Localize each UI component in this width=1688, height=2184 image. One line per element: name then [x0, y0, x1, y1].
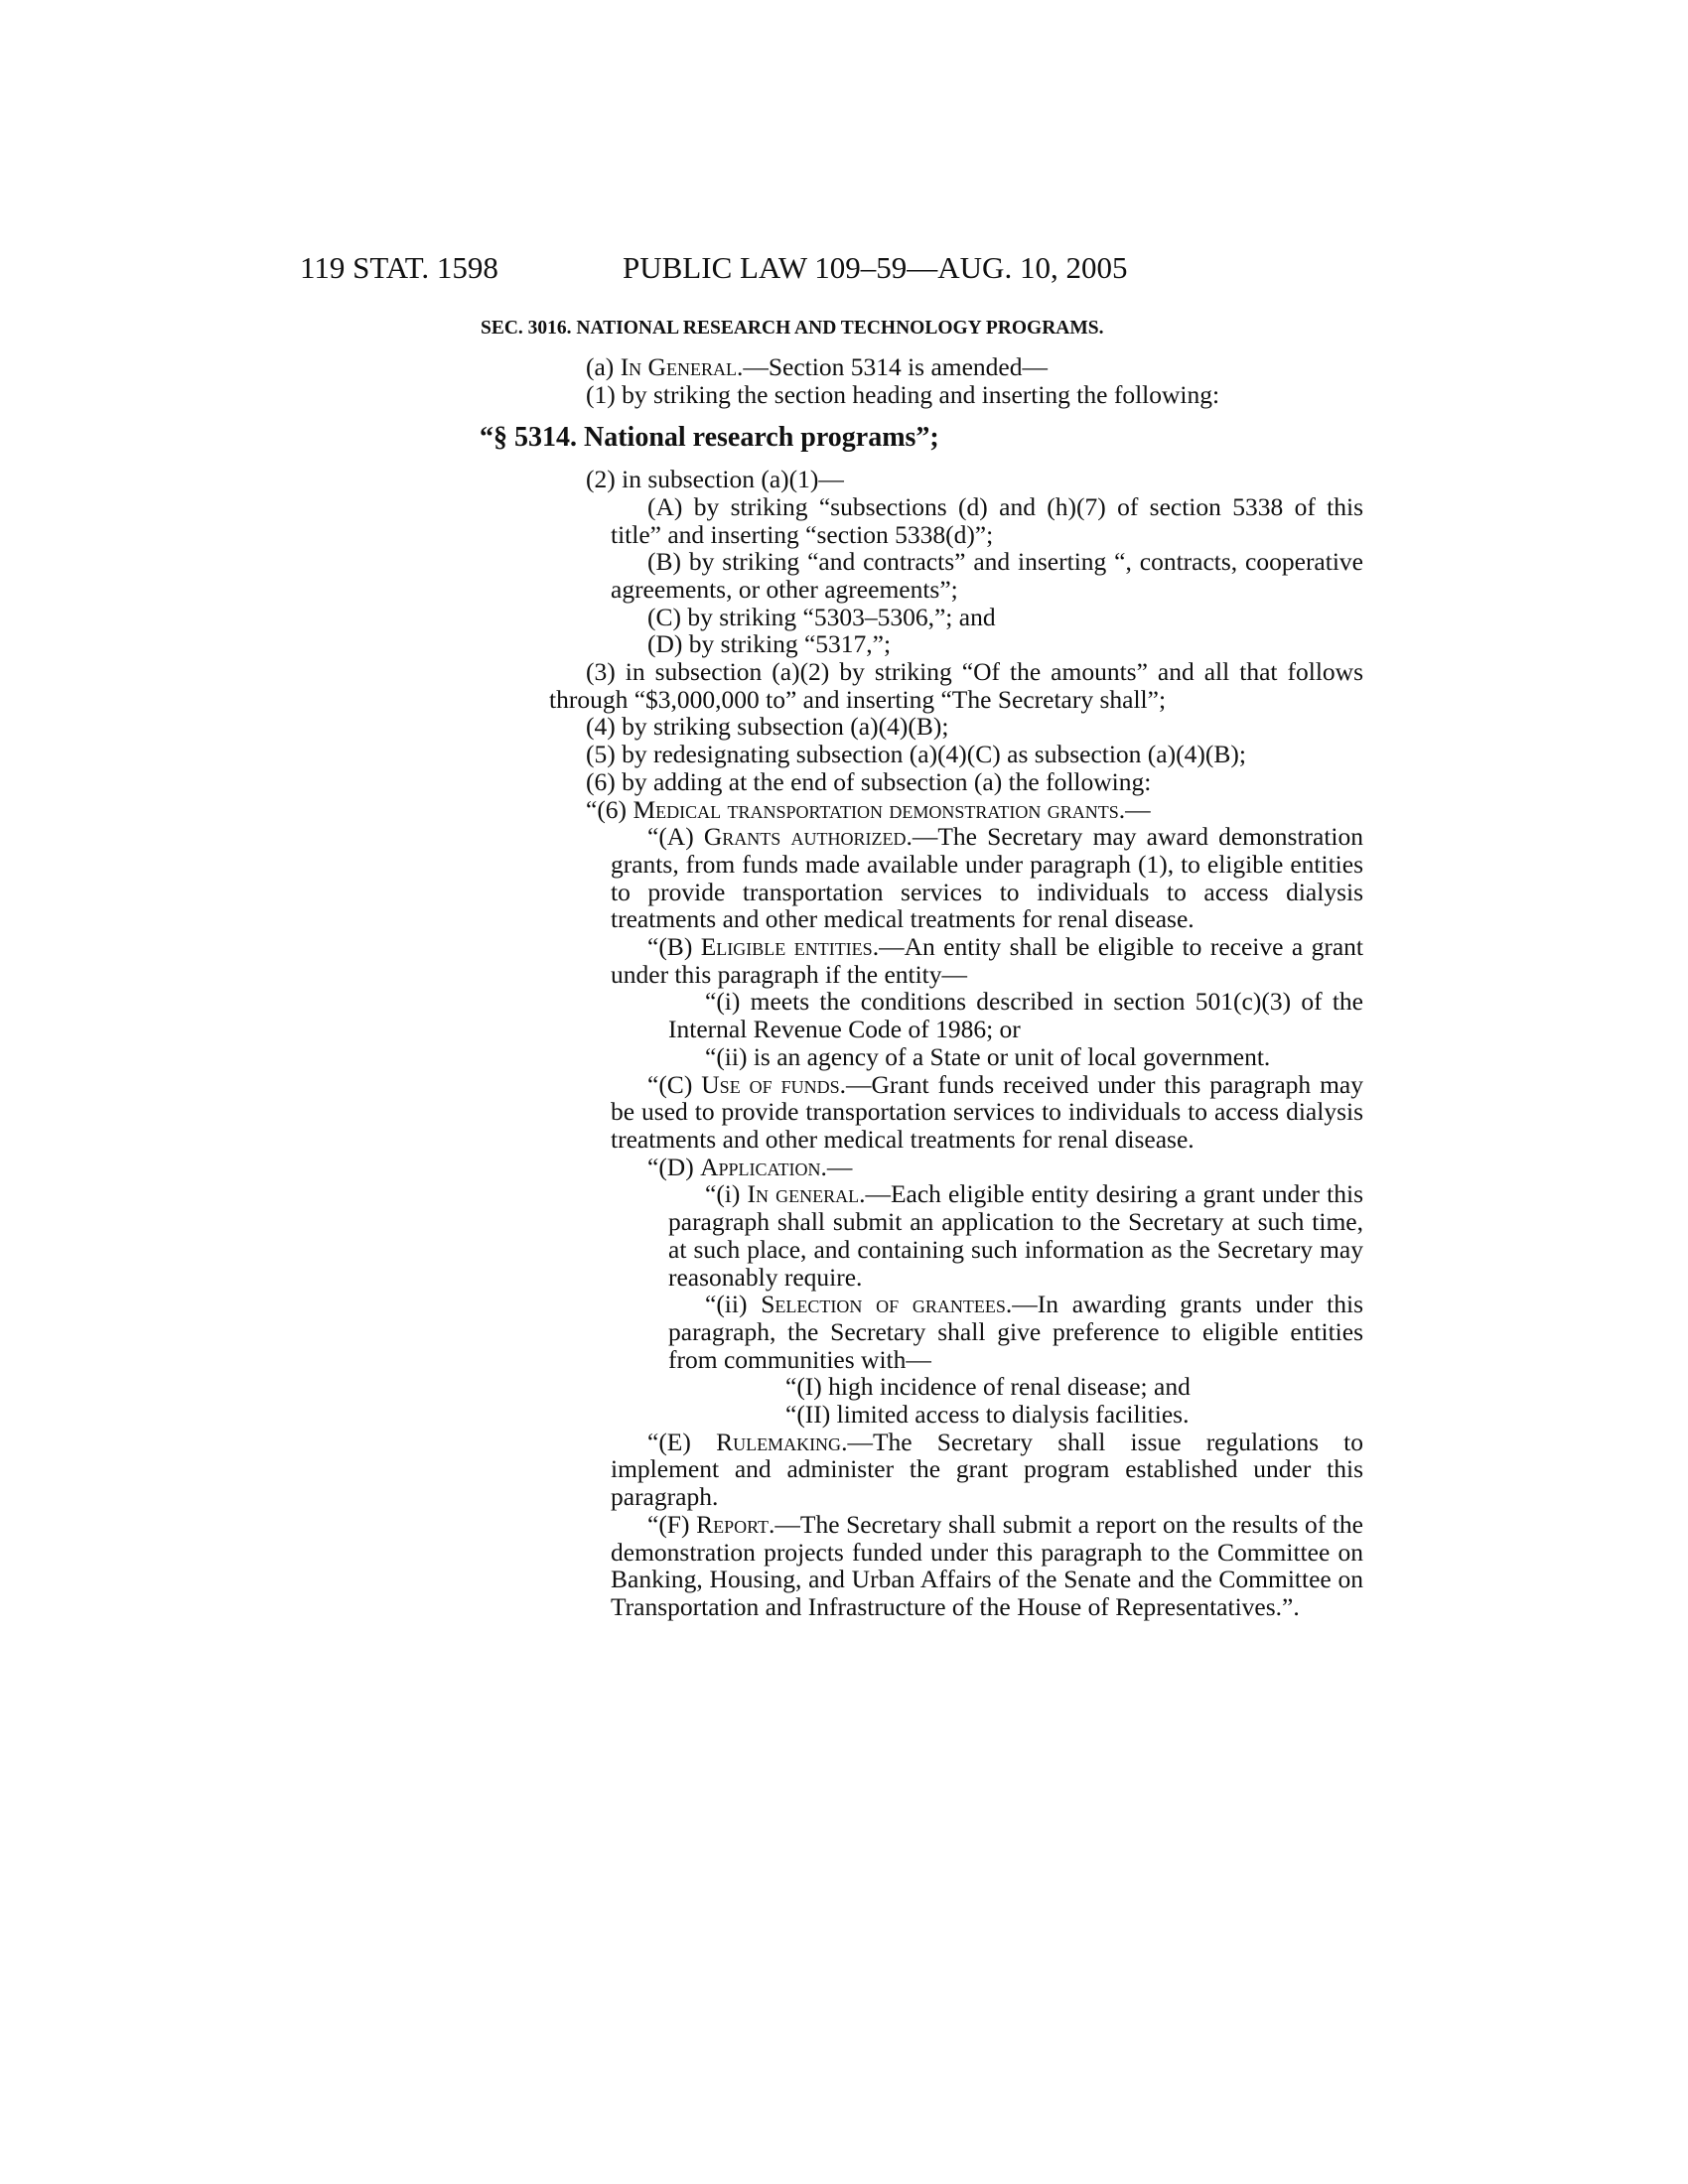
statute-page-number: 119 STAT. 1598 [300, 250, 498, 285]
paragraph-2a: (A) by striking “subsections (d) and (h)(7) of section 5338 of this title” and inserting “section 5338(d)”; [611, 491, 1363, 549]
body-text [480, 352, 1364, 1621]
caption-application: Application [700, 1152, 821, 1181]
running-header: PUBLIC LAW 109–59—AUG. 10, 2005 [623, 250, 1128, 285]
subparagraph-c: “(C) Use of funds.—Grant funds received under this paragraph may be used to provide transportation services to individuals to access dialysis treatments and other medical treatments for renal disease. [611, 1069, 1364, 1154]
caption-selection-of-grantees: Selection of grantees [761, 1290, 1006, 1319]
paragraph-2: (2) in subsection (a)(1)— [586, 465, 844, 494]
clause-d-i: “(i) In general.—Each eligible entity desiring a grant under this paragraph shall submit an application to the Secretary at such time, at such place, and containing such information as the Secretary may reasonably require. [668, 1179, 1364, 1292]
caption-report: Report [696, 1509, 769, 1539]
clause-d-ii: “(ii) Selection of grantees.—In awarding grants under this paragraph, the Secretary shall give preference to eligible entities from communities with— [668, 1290, 1363, 1374]
subparagraph-e: “(E) Rulemaking.—The Secretary shall issue regulations to implement and administer the grant program established under this paragraph. [611, 1427, 1364, 1512]
subclause-d-ii-i: “(I) high incidence of renal disease; and [785, 1372, 1191, 1402]
caption-medical-transportation: Medical transportation demonstration grants [633, 794, 1119, 824]
paragraph-2b: (B) by striking “and contracts” and inserting “, contracts, cooperative agreements, or other agreements”; [611, 547, 1363, 604]
paragraph-6-quoted: “(6) Medical transportation demonstration grants.— [586, 794, 1151, 824]
paragraph-3: (3) in subsection (a)(2) by striking “Of the amounts” and all that follows through “$3,000,000 to” and inserting “The Secretary shall”; [549, 657, 1363, 714]
section-5314-heading: “§ 5314. National research programs”; [480, 422, 939, 454]
caption-in-general: In General [620, 352, 737, 381]
clause-b-ii: “(ii) is an agency of a State or unit of local government. [705, 1041, 1271, 1071]
clause-b-i: “(i) meets the conditions described in section 501(c)(3) of the Internal Revenue Code of 1986; or [668, 987, 1363, 1044]
subparagraph-b: “(B) Eligible entities.—An entity shall be eligible to receive a grant under this paragraph if the entity— [611, 932, 1363, 989]
paragraph-2c: (C) by striking “5303–5306,”; and [647, 602, 996, 631]
caption-grants-authorized: Grants authorized [703, 822, 907, 852]
paragraph-4: (4) by striking subsection (a)(4)(B); [586, 712, 949, 742]
caption-use-of-funds: Use of funds [701, 1069, 840, 1099]
paragraph-5: (5) by redesignating subsection (a)(4)(C) as subsection (a)(4)(B); [586, 740, 1246, 769]
subparagraph-f: “(F) Report.—The Secretary shall submit a report on the results of the demonstration projects funded under this paragraph to the Committee on Banking, Housing, and Urban Affairs of the Senate and the Committee on Transportation and Infrastructure of the House of Representatives.”. [611, 1509, 1363, 1621]
subparagraph-a: “(A) Grants authorized.—The Secretary may award demonstration grants, from funds made available under paragraph (1), to eligible entities to provide transportation services to individuals to access dialysis treatments and other medical treatments for renal disease. [611, 822, 1364, 934]
subclause-d-ii-ii: “(II) limited access to dialysis facilities. [785, 1400, 1190, 1430]
subparagraph-d: “(D) Application.— [647, 1152, 853, 1181]
paragraph-6: (6) by adding at the end of subsection (a) the following: [586, 766, 1152, 796]
paragraph-a: (a) In General.—Section 5314 is amended— [586, 352, 1049, 381]
paragraph-1: (1) by striking the section heading and inserting the following: [586, 379, 1220, 409]
section-heading: SEC. 3016. NATIONAL RESEARCH AND TECHNOLOGY PROGRAMS. [481, 318, 1104, 339]
caption-rulemaking: Rulemaking [716, 1427, 842, 1456]
caption-eligible-entities: Eligible entities [700, 932, 873, 962]
paragraph-2d: (D) by striking “5317,”; [647, 629, 892, 659]
caption-in-general-d: In general [747, 1179, 860, 1209]
